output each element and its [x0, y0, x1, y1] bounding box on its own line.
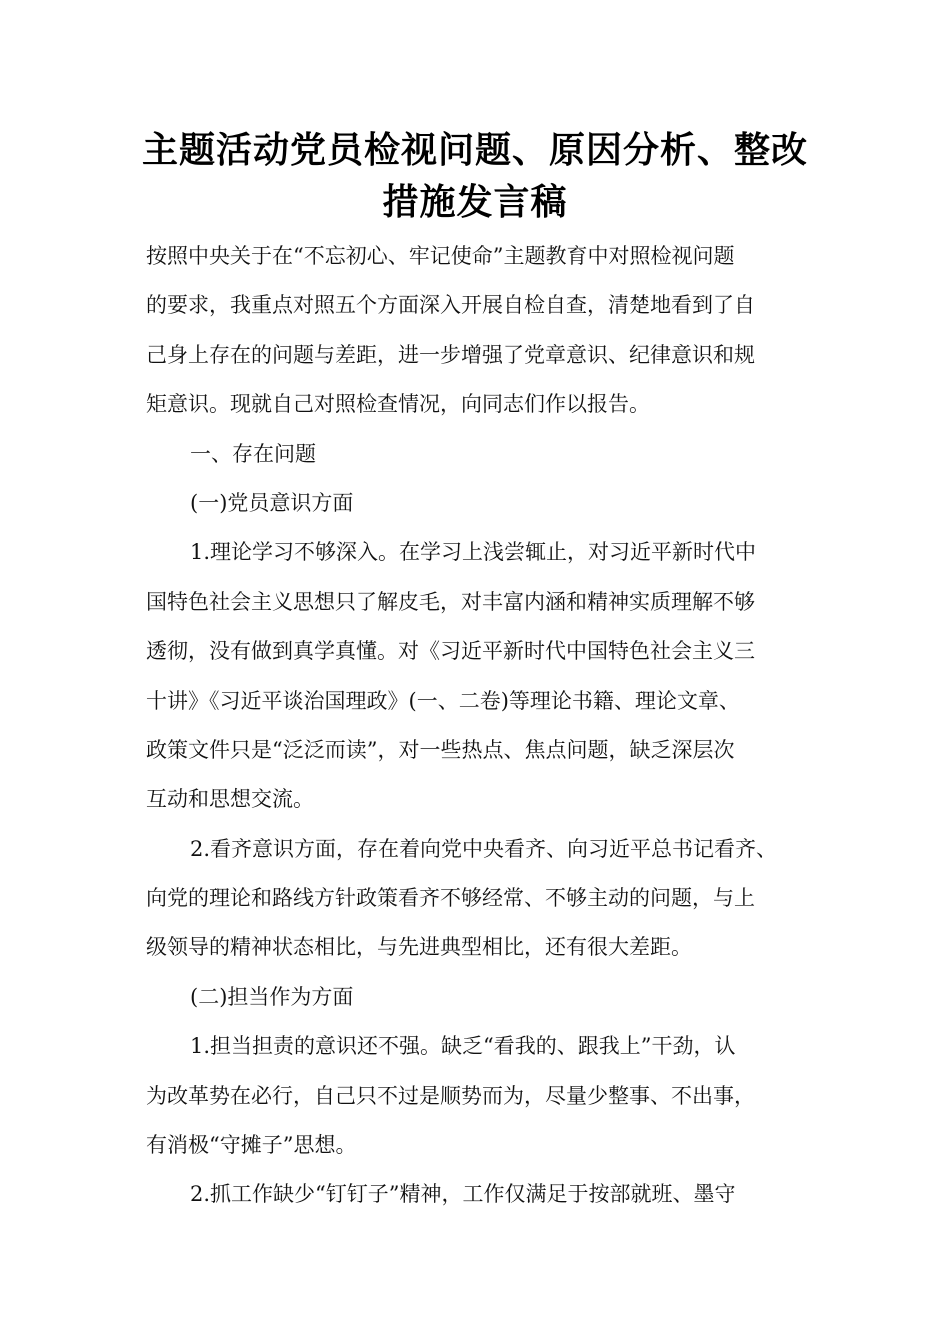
body-line: 透彻，没有做到真学真懂。对《习近平新时代中国特色社会主义三 [146, 639, 755, 664]
subsection-heading: (二)担当作为方面 [190, 984, 354, 1009]
body-line: 2.抓工作缺少“钉钉子”精神，工作仅满足于按部就班、墨守 [190, 1182, 736, 1207]
body-line: 级领导的精神状态相比，与先进典型相比，还有很大差距。 [146, 935, 692, 960]
subsection-heading: (一)党员意识方面 [190, 490, 354, 515]
body-line: 1.担当担责的意识还不强。缺乏“看我的、跟我上”干劲，认 [190, 1034, 736, 1059]
body-line: 1.理论学习不够深入。在学习上浅尝辄止，对习近平新时代中 [190, 540, 757, 565]
body-line: 十讲》《习近平谈治国理政》(一、二卷)等理论书籍、理论文章、 [146, 688, 740, 713]
body-line: 互动和思想交流。 [146, 787, 314, 812]
section-heading: 一、存在问题 [190, 441, 316, 466]
title-line-1: 主题活动党员检视问题、原因分析、整改 [141, 129, 808, 171]
body-line: 国特色社会主义思想只了解皮毛，对丰富内涵和精神实质理解不够 [146, 589, 755, 614]
document-body [146, 232, 808, 1220]
body-line: 的要求，我重点对照五个方面深入开展自检自查，清楚地看到了自 [146, 293, 755, 318]
body-line: 按照中央关于在“不忘初心、牢记使命”主题教育中对照检视问题 [146, 244, 735, 268]
body-line: 2.看齐意识方面，存在着向党中央看齐、向习近平总书记看齐、 [190, 836, 778, 861]
document-title [120, 124, 830, 228]
body-line: 向党的理论和路线方针政策看齐不够经常、不够主动的问题，与上 [146, 886, 755, 911]
title-line-2: 措施发言稿 [382, 181, 568, 223]
body-line: 矩意识。现就自己对照检查情况，向同志们作以报告。 [146, 392, 650, 417]
body-line: 己身上存在的问题与差距，进一步增强了党章意识、纪律意识和规 [146, 342, 755, 367]
body-line: 政策文件只是“泛泛而读”，对一些热点、焦点问题，缺乏深层次 [146, 737, 735, 762]
body-line: 为改革势在必行，自己只不过是顺势而为，尽量少整事、不出事， [146, 1083, 755, 1108]
body-line: 有消极“守摊子”思想。 [146, 1133, 357, 1158]
